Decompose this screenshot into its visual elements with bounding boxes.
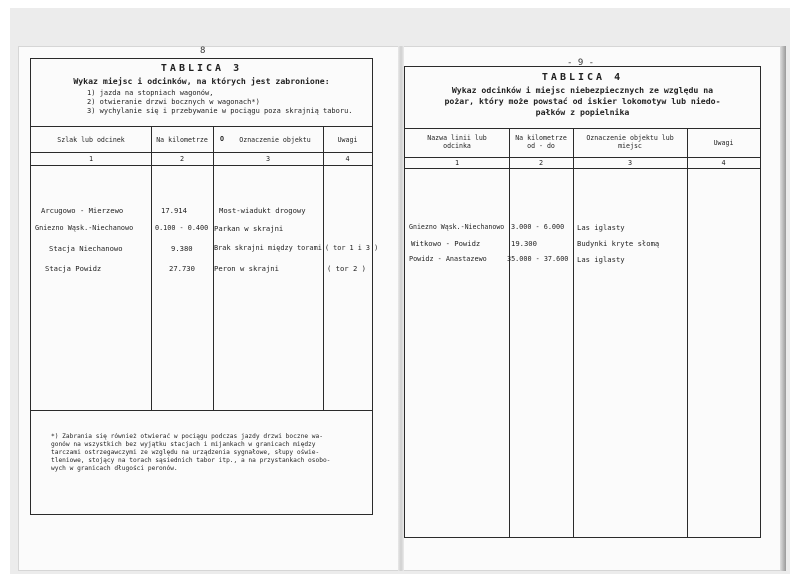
table-3-frame	[30, 58, 379, 515]
subtitle-line: pożar, który może powstać od iskier lokomotyw lub niedo-	[444, 96, 721, 106]
right-page-number: - 9 -	[567, 58, 595, 68]
header-top-rule	[31, 126, 372, 127]
page-edge-shadow	[780, 46, 786, 571]
table-row-object: Most-wiadukt drogowy	[219, 206, 306, 215]
header-mid-rule	[31, 152, 372, 153]
footnote-line: wych w granicach długości peronów.	[51, 465, 178, 472]
table-row-km: 3.000 - 6.000	[511, 223, 565, 231]
table-3-conditions	[87, 89, 353, 116]
table-row-object: Budynki kryte słomą	[577, 239, 660, 248]
col-number-2: 2	[538, 159, 544, 167]
table-row-route: Stacja Niechanowo	[49, 244, 123, 253]
table-row-object: Peron w skrajni	[214, 264, 279, 273]
table-3-title: TABLICA 3	[160, 63, 243, 74]
table-row-remarks: ( tor 2 )	[327, 264, 366, 273]
table-3-subtitle: Wykaz miejsc i odcinków, na których jest zabronione:	[73, 76, 330, 86]
table-row-route: Gniezno Wąsk.-Niechanowo	[409, 223, 505, 231]
table-row-km: 19.300	[511, 239, 537, 248]
footnote-line: *) Zabrania się również otwierać w pociągu podczas jazdy drzwi boczne wa-	[51, 433, 323, 440]
table-row-object: Las iglasty	[577, 223, 625, 232]
col-header-object: Oznaczenie objektu	[239, 136, 311, 144]
subtitle-line: Wykaz odcinków i miejsc niebezpiecznych ze względu na	[451, 85, 714, 95]
col-number-1: 1	[88, 155, 94, 163]
col-divider-2	[573, 128, 574, 537]
col-divider-1	[151, 126, 152, 410]
col-number-3: 3	[627, 159, 633, 167]
table-row-route: Stacja Powidz	[45, 264, 102, 273]
col-header-marker: O	[220, 135, 224, 143]
table-bottom-rule	[31, 410, 372, 411]
table-row-route: Witkowo - Powidz	[411, 239, 481, 248]
footnote-line: gonów na wszystkich bez wyjątku stacjach i mijankach w granicach między	[51, 441, 316, 448]
col-header-km: Na kilometrze	[156, 136, 208, 144]
table-3-footnote	[51, 433, 330, 473]
col-number-3: 3	[265, 155, 271, 163]
left-page-number: 8	[200, 46, 206, 56]
col-divider-3	[687, 128, 688, 537]
table-row-km: 17.914	[161, 206, 187, 215]
table-row-km: 9.380	[171, 244, 193, 253]
col-divider-1	[509, 128, 510, 537]
table-row-km: 27.730	[169, 264, 195, 273]
footnote-line: tarczami ostrzegawczymi ze względu na urządzenia sygnałowe, słupy oświe-	[51, 449, 320, 456]
col-header-route: Nazwa linii lub odcinka	[427, 134, 487, 150]
header-mid-rule	[405, 157, 760, 158]
table-row-object: Parkan w skrajni	[214, 224, 284, 233]
col-number-4: 4	[345, 155, 350, 163]
table-row-km: 35.000 - 37.600	[507, 255, 569, 263]
table-row-km: 0.100 - 0.400	[155, 224, 209, 232]
header-top-rule	[405, 128, 760, 129]
col-number-1: 1	[454, 159, 460, 167]
footnote-line: tleniowe, stojący na torach sąsiednich tabor itp., a na przystankach osobo-	[51, 457, 331, 464]
col-header-route: Szlak lub odcinek	[57, 136, 125, 144]
header-bottom-rule	[31, 165, 372, 166]
col-divider-3	[323, 126, 324, 410]
subtitle-line: pałków z popielnika	[535, 107, 630, 117]
condition-1: 1) jazda na stopniach wagonów,	[87, 89, 214, 97]
col-number-2: 2	[179, 155, 185, 163]
col-header-object: Oznaczenie objektu lub miejsc	[586, 134, 674, 150]
table-row-remarks: ( tor 1 i 3 )	[325, 244, 379, 252]
condition-3: 3) wychylanie się i przebywanie w pociągu poza skrajnią taboru.	[87, 107, 353, 115]
col-number-4: 4	[721, 159, 726, 167]
header-bottom-rule	[405, 168, 760, 169]
table-4-frame	[404, 66, 761, 538]
table-row-route: Arcugowo - Mierzewo	[41, 206, 124, 215]
col-header-remarks: Uwagi	[337, 136, 358, 144]
col-header-remarks: Uwagi	[713, 139, 734, 147]
col-header-km: Na kilometrze od - do	[515, 134, 567, 150]
table-4-title: TABLICA 4	[541, 72, 624, 83]
table-row-route: Gniezno Wąsk.-Niechanowo	[35, 224, 134, 232]
condition-2: 2) otwieranie drzwi bocznych w wagonach*)	[87, 98, 260, 106]
table-4-subtitle	[405, 85, 760, 118]
table-row-object: Brak skrajni między torami	[214, 244, 322, 252]
table-row-route: Powidz - Anastazewo	[409, 255, 487, 263]
table-row-object: Las iglasty	[577, 255, 625, 264]
